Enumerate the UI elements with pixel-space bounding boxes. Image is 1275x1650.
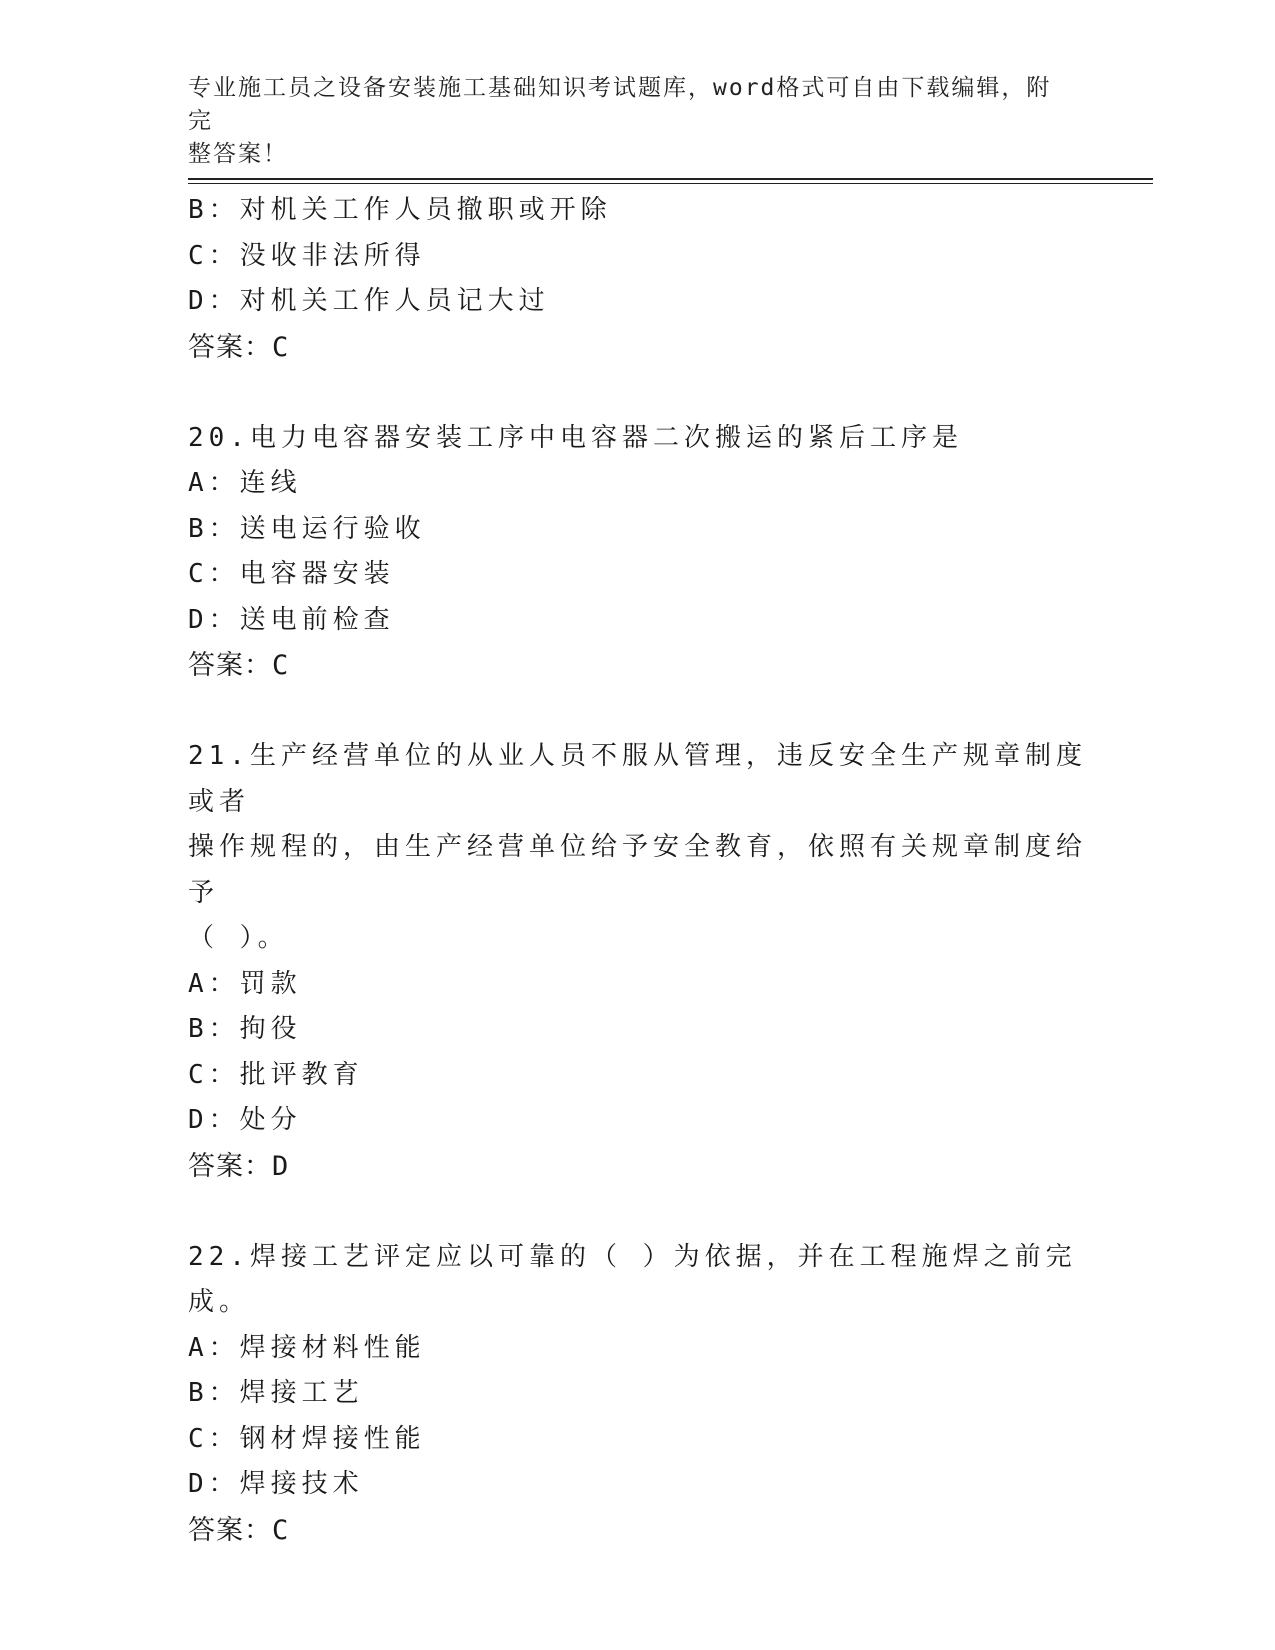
question-text-line-2: 操作规程的，由生产经营单位给予安全教育，依照有关规章制度给予 bbox=[188, 832, 1088, 908]
question-text-line-1: 21.生产经营单位的从业人员不服从管理，违反安全生产规章制度或者 bbox=[188, 741, 1087, 817]
answer: 答案：C bbox=[188, 650, 290, 681]
header-divider-thick bbox=[188, 178, 1153, 180]
option-a: A：罚款 bbox=[188, 968, 302, 999]
question-text-line-3: （ ）。 bbox=[188, 923, 289, 953]
header-divider-thin bbox=[188, 183, 1153, 184]
spacer bbox=[188, 1189, 1088, 1235]
option-d: D：焊接技术 bbox=[188, 1469, 364, 1499]
answer: 答案：C bbox=[188, 1514, 290, 1546]
question-text: 20.电力电容器安装工序中电容器二次搬运的紧后工序是 bbox=[188, 422, 963, 453]
answer: 答案：D bbox=[188, 1150, 290, 1182]
option-c: C：电容器安装 bbox=[188, 559, 395, 589]
document-header bbox=[188, 72, 1068, 171]
spacer bbox=[188, 689, 1088, 735]
answer: 答案：C bbox=[188, 331, 290, 363]
option-a: A：焊接材料性能 bbox=[188, 1332, 426, 1363]
question-22 bbox=[188, 1235, 1088, 1554]
question-21 bbox=[188, 734, 1088, 1189]
header-line-1: 专业施工员之设备安装施工基础知识考试题库，word格式可自由下载编辑，附完 bbox=[188, 75, 1052, 134]
option-a: A：连线 bbox=[188, 468, 302, 498]
option-c: C：没收非法所得 bbox=[188, 240, 426, 271]
question-20 bbox=[188, 416, 1088, 689]
option-c: C：钢材焊接性能 bbox=[188, 1423, 426, 1454]
spacer bbox=[188, 370, 1088, 416]
question-list bbox=[188, 188, 1088, 1553]
header-line-2: 整答案！ bbox=[188, 141, 288, 167]
option-b: B：对机关工作人员撤职或开除 bbox=[188, 195, 612, 225]
question-19 bbox=[188, 188, 1088, 370]
question-text: 22.焊接工艺评定应以可靠的（ ）为依据，并在工程施焊之前完成。 bbox=[188, 1241, 1077, 1317]
option-b: B：焊接工艺 bbox=[188, 1378, 364, 1408]
option-d: D：处分 bbox=[188, 1105, 302, 1135]
option-b: B：拘役 bbox=[188, 1014, 302, 1044]
option-c: C：批评教育 bbox=[188, 1059, 364, 1090]
option-d: D：送电前检查 bbox=[188, 604, 395, 635]
option-b: B：送电运行验收 bbox=[188, 513, 426, 544]
option-d: D：对机关工作人员记大过 bbox=[188, 286, 550, 316]
